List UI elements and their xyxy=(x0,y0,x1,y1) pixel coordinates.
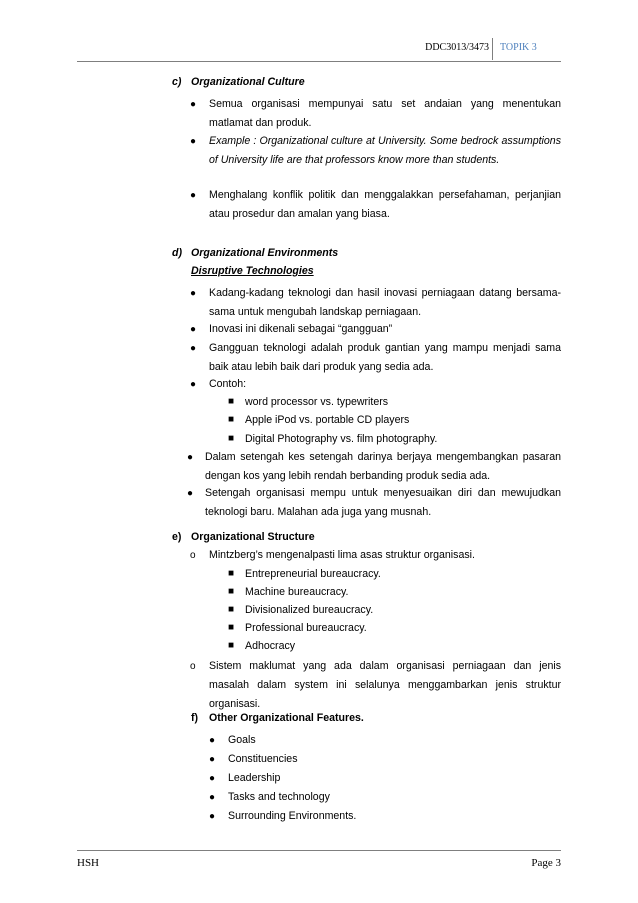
section-d-letter: d) xyxy=(172,247,182,259)
structure-type: Entrepreneurial bureaucracy. xyxy=(245,568,381,580)
structure-type: Divisionalized bureaucracy. xyxy=(245,604,374,616)
section-d-item: Kadang-kadang teknologi dan hasil inovasi perniagaan datang bersama-sama untuk mengubah landskap perniagaan. xyxy=(209,287,561,318)
bullet-icon: ● xyxy=(190,99,197,110)
example-item: word processor vs. typewriters xyxy=(245,396,389,408)
square-bullet-icon: ■ xyxy=(228,396,235,407)
bullet-icon: ● xyxy=(187,488,194,499)
section-f-heading: Other Organizational Features. xyxy=(209,712,364,724)
section-c-letter: c) xyxy=(172,76,182,88)
example-item: Digital Photography vs. film photography. xyxy=(245,433,438,445)
feature-item: Leadership xyxy=(228,772,281,784)
section-e-title xyxy=(172,531,315,543)
header-rule xyxy=(77,61,561,62)
section-d-item: Gangguan teknologi adalah produk gantian yang mampu menjadi sama baik atau lebih baik dari produk yang sedia ada. xyxy=(209,342,561,373)
square-bullet-icon: ■ xyxy=(228,414,235,425)
section-d-item: Contoh: xyxy=(209,378,247,390)
section-f-letter: f) xyxy=(191,712,199,724)
circle-bullet-icon: o xyxy=(190,661,196,672)
square-bullet-icon: ■ xyxy=(228,604,235,615)
bullet-icon: ● xyxy=(209,735,216,746)
bullet-icon: ● xyxy=(190,343,197,354)
section-c-example: Example : Organizational culture at University. Some bedrock assumptions of University life are that professors know more than students. xyxy=(209,135,561,166)
feature-item: Tasks and technology xyxy=(228,791,330,803)
square-bullet-icon: ■ xyxy=(228,586,235,597)
circle-bullet-icon: o xyxy=(190,550,196,561)
section-d-item: Setengah organisasi mempu untuk menyesuaikan diri dan mewujudkan teknologi baru. Malahan ada juga yang musnah. xyxy=(205,487,561,518)
page-header xyxy=(0,38,638,64)
square-bullet-icon: ■ xyxy=(228,622,235,633)
feature-item: Constituencies xyxy=(228,753,298,765)
section-c-title xyxy=(172,76,305,88)
bullet-icon: ● xyxy=(190,190,197,201)
section-d-item: Inovasi ini dikenali sebagai “gangguan” xyxy=(209,323,393,335)
square-bullet-icon: ■ xyxy=(228,433,235,444)
header-divider xyxy=(492,38,493,60)
course-code: DDC3013/3473 xyxy=(425,42,489,53)
structure-type: Machine bureaucracy. xyxy=(245,586,349,598)
section-e-heading: Organizational Structure xyxy=(191,531,315,543)
structure-type: Professional bureaucracy. xyxy=(245,622,367,634)
section-c-heading: Organizational Culture xyxy=(191,76,305,88)
square-bullet-icon: ■ xyxy=(228,568,235,579)
page-footer xyxy=(77,850,561,869)
section-d-heading: Organizational Environments xyxy=(191,247,339,259)
example-item: Apple iPod vs. portable CD players xyxy=(245,414,410,426)
bullet-icon: ● xyxy=(190,379,197,390)
section-e-item: Mintzberg’s mengenalpasti lima asas struktur organisasi. xyxy=(209,549,475,561)
bullet-icon: ● xyxy=(209,792,216,803)
section-c-item xyxy=(209,132,561,170)
feature-item: Surrounding Environments. xyxy=(228,810,357,822)
section-f-title xyxy=(191,712,364,724)
bullet-icon: ● xyxy=(190,288,197,299)
section-d-title xyxy=(172,247,338,259)
page-number: Page 3 xyxy=(531,857,561,869)
section-e-item: Sistem maklumat yang ada dalam organisasi perniagaan dan jenis masalah dalam system ini selalunya menggambarkan jenis struktur organisasi. xyxy=(209,660,561,710)
bullet-icon: ● xyxy=(190,324,197,335)
section-d-item: Dalam setengah kes setengah darinya berjaya mengembangkan pasaran dengan kos yang lebih rendah berbanding produk sedia ada. xyxy=(205,451,561,482)
bullet-icon: ● xyxy=(190,136,197,147)
bullet-icon: ● xyxy=(209,773,216,784)
bullet-icon: ● xyxy=(187,452,194,463)
feature-item: Goals xyxy=(228,734,256,746)
bullet-icon: ● xyxy=(209,811,216,822)
topic-label: TOPIK 3 xyxy=(500,42,537,53)
structure-type: Adhocracy xyxy=(245,640,296,652)
footer-author: HSH xyxy=(77,857,100,869)
section-d-subtitle: Disruptive Technologies xyxy=(191,265,314,277)
section-e-letter: e) xyxy=(172,531,182,543)
section-c-item: Menghalang konflik politik dan menggalakkan persefahaman, perjanjian atau prosedur dan amalan yang biasa. xyxy=(209,189,561,220)
bullet-icon: ● xyxy=(209,754,216,765)
section-c-item: Semua organisasi mempunyai satu set andaian yang menentukan matlamat dan produk. xyxy=(209,98,561,129)
square-bullet-icon: ■ xyxy=(228,640,235,651)
